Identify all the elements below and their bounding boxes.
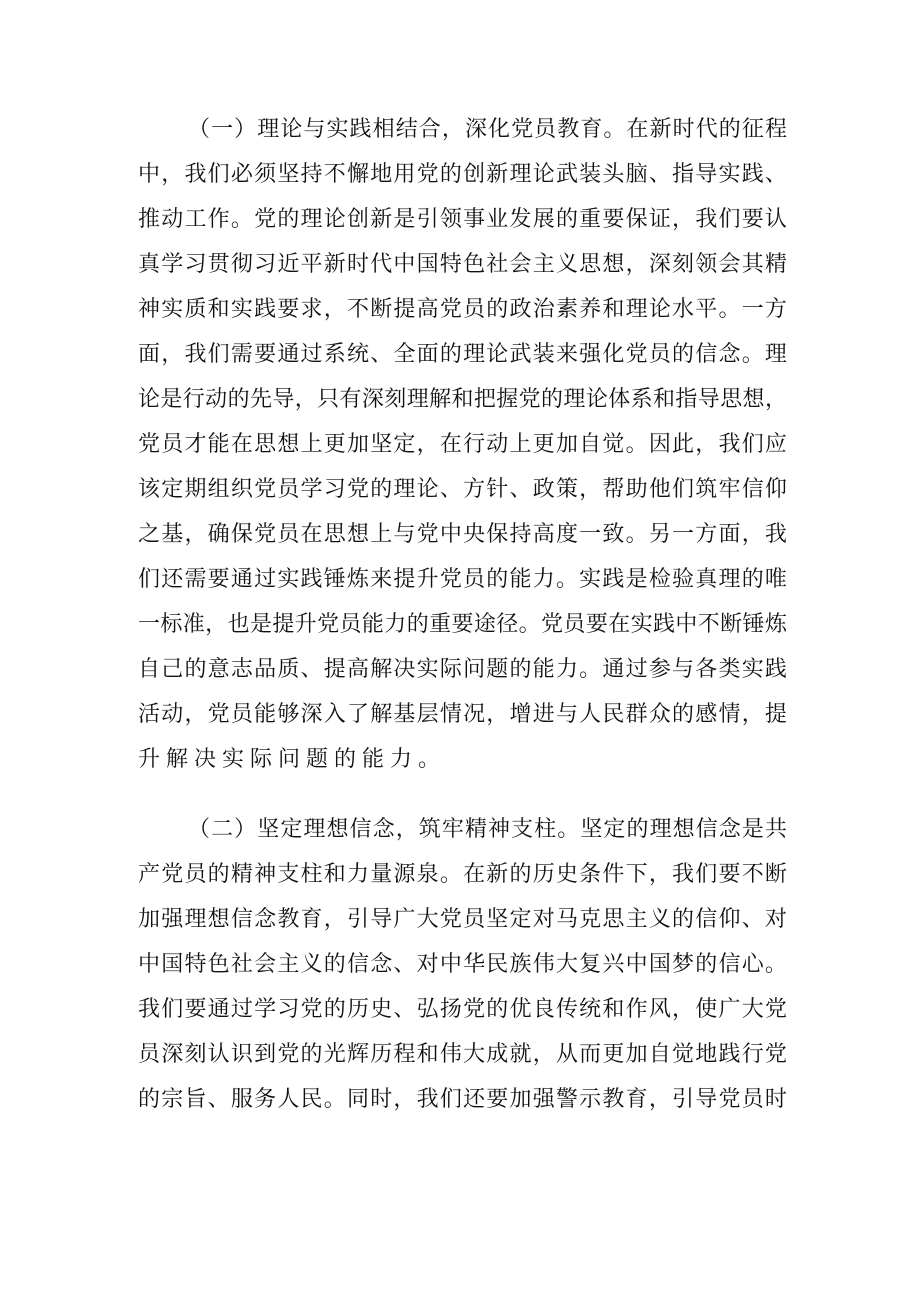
text-line: 活 动 ， 党 员 能 够 深 入 了 解 基 层 情 况 ， 增 进 与 人 民 群 众 的 感 情 ， 提 xyxy=(138,702,787,727)
text-line: 升解决实际问题的能力。 xyxy=(138,747,447,772)
text-line: 该 定 期 组 织 党 员 学 习 党 的 理 论 、 方 针 、 政 策 ， 帮 助 他 们 筑 牢 信 仰 xyxy=(138,477,787,502)
text-line: 面 ， 我 们 需 要 通 过 系 统 、 全 面 的 理 论 武 装 来 强 化 党 员 的 信 念 。 理 xyxy=(138,342,787,367)
text-line: 加 强 理 想 信 念 教 育 ， 引 导 广 大 党 员 坚 定 对 马 克 思 主 义 的 信 仰 、 对 xyxy=(138,907,787,932)
text-line: 中 国 特 色 社 会 主 义 的 信 念 、 对 中 华 民 族 伟 大 复 兴 中 国 梦 的 信 心 。 xyxy=(138,952,787,977)
text-line: （ 一 ） 理 论 与 实 践 相 结 合 ， 深 化 党 员 教 育 。 在 新 时 代 的 征 程 xyxy=(188,117,787,142)
text-line: 我 们 要 通 过 学 习 党 的 历 史 、 弘 扬 党 的 优 良 传 统 和 作 风 ， 使 广 大 党 xyxy=(138,997,787,1022)
text-line: 产 党 员 的 精 神 支 柱 和 力 量 源 泉 。 在 新 的 历 史 条 件 下 ， 我 们 要 不 断 xyxy=(138,862,787,887)
text-line: 自 己 的 意 志 品 质 、 提 高 解 决 实 际 问 题 的 能 力 。 通 过 参 与 各 类 实 践 xyxy=(138,657,787,682)
text-line: 党 员 才 能 在 思 想 上 更 加 坚 定 ， 在 行 动 上 更 加 自 觉 。 因 此 ， 我 们 应 xyxy=(138,432,787,457)
text-line: 中 ， 我 们 必 须 坚 持 不 懈 地 用 党 的 创 新 理 论 武 装 头 脑 、 指 导 实 践 、 xyxy=(138,162,787,187)
text-line: 的 宗 旨 、 服 务 人 民 。 同 时 ， 我 们 还 要 加 强 警 示 教 育 ， 引 导 党 员 时 xyxy=(138,1087,787,1112)
text-line: 论 是 行 动 的 先 导 ， 只 有 深 刻 理 解 和 把 握 党 的 理 论 体 系 和 指 导 思 想 ， xyxy=(138,387,787,412)
text-line: 推 动 工 作 。 党 的 理 论 创 新 是 引 领 事 业 发 展 的 重 要 保 证 ， 我 们 要 认 xyxy=(138,207,787,232)
text-line: 神 实 质 和 实 践 要 求 ， 不 断 提 高 党 员 的 政 治 素 养 和 理 论 水 平 。 一 方 xyxy=(138,297,787,322)
text-line: （ 二 ） 坚 定 理 想 信 念 ， 筑 牢 精 神 支 柱 。 坚 定 的 理 想 信 念 是 共 xyxy=(188,817,787,842)
text-line: 们 还 需 要 通 过 实 践 锤 炼 来 提 升 党 员 的 能 力 。 实 践 是 检 验 真 理 的 唯 xyxy=(138,567,787,592)
text-line: 之 基 ， 确 保 党 员 在 思 想 上 与 党 中 央 保 持 高 度 一 致 。 另 一 方 面 ， 我 xyxy=(138,522,787,547)
text-line: 真 学 习 贯 彻 习 近 平 新 时 代 中 国 特 色 社 会 主 义 思 想 ， 深 刻 领 会 其 精 xyxy=(138,252,787,277)
text-line: 员 深 刻 认 识 到 党 的 光 辉 历 程 和 伟 大 成 就 ， 从 而 更 加 自 觉 地 践 行 党 xyxy=(138,1042,787,1067)
text-line: 一 标 准 ， 也 是 提 升 党 员 能 力 的 重 要 途 径 。 党 员 要 在 实 践 中 不 断 锤 炼 xyxy=(138,612,787,637)
